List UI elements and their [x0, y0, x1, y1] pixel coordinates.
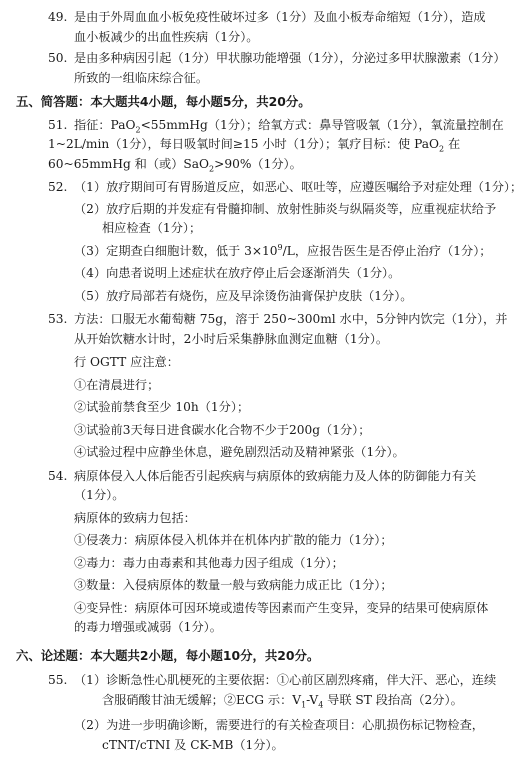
q50-line2: 所致的一组临床综合征。: [74, 70, 209, 85]
q54-factor4: [8, 599, 510, 619]
q50-line1: 是由多种病因引起（1分）甲状腺功能增强（1分），分泌过多甲状腺激素（1分）: [74, 51, 506, 65]
q51-cont1: [8, 135, 510, 155]
q52-num: 52.: [48, 180, 68, 194]
q55-item1c: -V: [306, 692, 319, 707]
q55-sub1: 1: [301, 699, 307, 709]
q51-line3b: >90%（1分）。: [214, 156, 302, 171]
q51-line1a: 指征：PaO: [74, 117, 136, 132]
q51-sub3: 2: [209, 163, 215, 173]
q54-line1: 病原体侵入人体后能否引起疾病与病原体的致病能力及人体的防御能力有关: [74, 468, 477, 483]
section-5-heading: 五、简答题：本大题共4小题，每小题5分，共20分。: [16, 94, 311, 109]
q55-item1a: （1）诊断急性心肌梗死的主要依据：①心前区剧烈疼痛，伴大汗、恶心，连续: [74, 673, 497, 687]
q52-item2: [8, 200, 510, 220]
q52-item2a: （2）放疗后期的并发症有骨髓抑制、放射性肺炎与纵隔炎等，应重视症状给予: [74, 201, 497, 216]
q52-item3: [8, 242, 510, 262]
q53: [8, 310, 510, 330]
q52-item2-cont: [8, 219, 510, 239]
q53-cont: [8, 330, 510, 350]
q52-item2b: 相应检查（1分）；: [102, 221, 202, 235]
q53-line2: 从开始饮糖水计时，2小时后采集静脉血测定血糖（1分）。: [74, 331, 389, 346]
q52-item5: [8, 287, 510, 307]
section-6-heading: 六、论述题：本大题共2小题，每小题10分，共20分。: [16, 647, 320, 663]
q53-note1: [8, 376, 510, 396]
q53-line1: 方法：口服无水葡萄糖 75g，溶于 250~300ml 水中，5分钟内饮完（1分），并: [74, 312, 508, 326]
q49: [8, 8, 510, 28]
q53-note2: [8, 398, 510, 418]
q52-item4-text: （4）向患者说明上述症状在放疗停止后会逐渐消失（1分）。: [74, 266, 401, 280]
q55-item1b: 含服硝酸甘油无缓解；②ECG 示：V: [102, 692, 302, 707]
q53-note4-text: ④试验过程中应静坐休息，避免剧烈活动及精神紧张（1分）。: [74, 445, 405, 459]
q54-factor1-text: ①侵袭力：病原体侵入机体并在机体内扩散的能力（1分）；: [74, 533, 393, 547]
q53-note4: [8, 443, 510, 463]
q54-factor4-cont-text: 的毒力增强或减弱（1分）。: [74, 620, 222, 634]
q55: [8, 671, 510, 691]
q53-note3-text: ③试验前3天每日进食碳水化合物不少于200g（1分）；: [74, 422, 371, 437]
q55-item2a: （2）为进一步明确诊断，需要进行的有关检查项目：心肌损伤标记物检查，: [74, 718, 484, 732]
q53-ogtt-heading: [8, 353, 510, 373]
q52-item3a: （3）定期查白细胞计数，低于 3×10: [74, 243, 278, 258]
q53-note3: [8, 421, 510, 441]
q52-item5-text: （5）放疗局部若有烧伤，应及早涂烫伤油膏保护皮肤（1分）。: [74, 288, 413, 303]
q54: [8, 467, 510, 487]
q51-num: 51.: [48, 117, 68, 132]
q50-cont: [8, 69, 510, 89]
q53-note2-text: ②试验前禁食至少 10h（1分）；: [74, 400, 250, 414]
q54-factor4-text: ④变异性：病原体可因环境或遗传等因素而产生变异，变异的结果可使病原体: [74, 600, 489, 615]
q51-line2: 1~2L/min（1分），每日吸氧时间≥15 小时（1分）；氧疗目标：使 PaO: [48, 137, 440, 151]
q55-item1-cont: [8, 691, 510, 711]
q51-line2b: 在: [444, 137, 461, 151]
q49-cont: [8, 28, 510, 48]
q52-item1: （1）放疗期间可有胃肠道反应，如恶心、呕吐等，应遵医嘱给予对症处理（1分）；: [74, 180, 523, 194]
q55-num: 55.: [48, 673, 68, 687]
q54-factors-heading: [8, 509, 510, 529]
q55-item2: [8, 716, 510, 736]
q55-sub2: 4: [318, 699, 324, 709]
q54-factor4-cont: [8, 618, 510, 638]
q54-line3: 病原体的致病力包括：: [74, 510, 196, 525]
q51-line3a: 60~65mmHg 和（或）SaO: [48, 156, 210, 171]
q50-num: 50.: [48, 51, 68, 65]
q55-item2-cont: [8, 736, 510, 756]
q52: [8, 178, 523, 198]
q54-factor2: [8, 554, 510, 574]
q54-factor1: [8, 531, 510, 551]
q55-item1d: 导联 ST 段抬高（2分）。: [323, 692, 463, 707]
q51-sub2: 2: [439, 144, 445, 154]
q51-cont2: [8, 155, 510, 175]
q49-line1: 是由于外周血血小板免疫性破坏过多（1分）及血小板寿命缩短（1分），造成: [74, 10, 486, 24]
q49-num: 49.: [48, 10, 68, 24]
q52-item3b: /L，应报告医生是否停止治疗（1分）；: [282, 243, 492, 258]
q54-factor3: [8, 576, 510, 596]
q53-line3: 行 OGTT 应注意：: [74, 355, 179, 369]
q54-cont: [8, 486, 510, 506]
q54-num: 54.: [48, 468, 68, 483]
q53-note1-text: ①在清晨进行；: [74, 377, 160, 392]
q50: [8, 49, 510, 69]
q54-factor2-text: ②毒力：毒力由毒素和其他毒力因子组成（1分）；: [74, 555, 344, 570]
q51: [8, 116, 510, 136]
q51-line1b: <55mmHg（1分）；给氧方式：鼻导管吸氧（1分），氧流量控制在: [140, 117, 504, 132]
q54-factor3-text: ③数量：入侵病原体的数量一般与致病能力成正比（1分）；: [74, 578, 393, 592]
q55-item2b: cTNT/cTNI 及 CK-MB（1分）。: [102, 737, 284, 752]
q54-line2: （1分）。: [74, 488, 125, 502]
q52-item3-sup: 9: [277, 242, 283, 252]
q49-line2: 血小板减少的出血性疾病（1分）。: [74, 29, 259, 44]
q53-num: 53.: [48, 312, 68, 326]
q51-sub1: 2: [135, 124, 141, 134]
q52-item4: [8, 264, 510, 284]
